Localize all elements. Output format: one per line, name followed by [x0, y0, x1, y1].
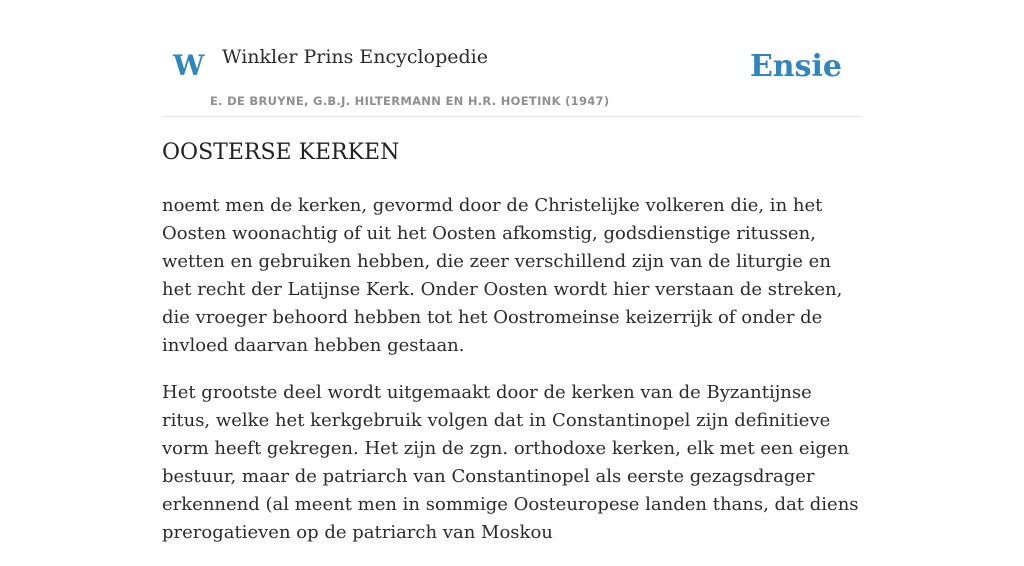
article-paragraph: noemt men de kerken, gevormd door de Christelijke volkeren die, in het Oosten woonachtig of uit het Oosten afkomstig, godsdienstige ritussen, wetten en gebruiken hebben, die zeer verschillend zijn van de liturgie en het recht der Latijnse Kerk. Onder Oosten wordt hier verstaan de streken, die vroeger behoord hebben tot het Oostromeinse keizerrijk of onder de invloed daarvan hebben gestaan. [162, 195, 843, 356]
publication-header [162, 0, 862, 117]
publication-authors: E. DE BRUYNE, G.B.J. HILTERMANN EN H.R. HOETINK (1947) [210, 94, 610, 108]
publication-logo-icon[interactable]: W [173, 49, 205, 82]
article-paragraph: Het grootste deel wordt uitgemaakt door de kerken van de Byzantijnse ritus, welke het kerkgebruik volgen dat in Constantinopel zijn definitieve vorm heeft gekregen. Het zijn de zgn. orthodoxe kerken, elk met een eigen bestuur, maar de patriarch van Constantinopel als eerste gezagsdrager erkennend (al meent men in sommige Oosteuropese landen thans, dat diens prerogatieven op de patriarch van Moskou [162, 382, 859, 543]
article-title: OOSTERSE KERKEN [162, 140, 400, 165]
ensie-logo[interactable]: Ensie [749, 49, 842, 84]
article-body [162, 192, 862, 566]
publication-title[interactable]: Winkler Prins Encyclopedie [222, 46, 488, 68]
